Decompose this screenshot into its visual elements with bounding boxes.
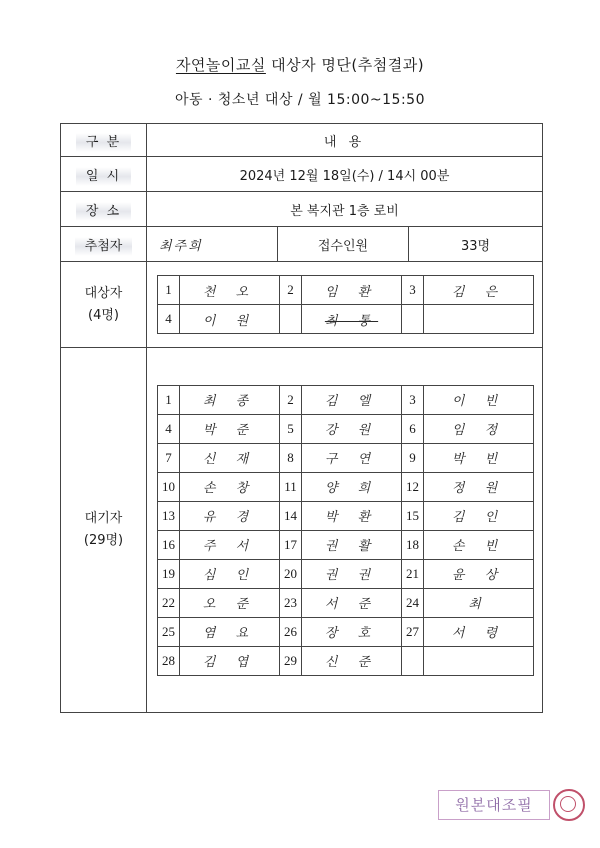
waitlist-name: 염 요 [180,617,280,646]
waitlist-name: 손 빈 [424,530,534,559]
seal-icon [553,789,585,821]
waitlist-count: (29명) [83,533,124,548]
waitlist-num: 29 [280,646,302,675]
certified-copy-stamp: 원본대조필 [438,790,550,820]
selected-num: 2 [280,276,302,305]
waitlist-num [402,646,424,675]
selected-row [61,262,543,348]
waitlist-num: 24 [402,588,424,617]
waitlist-name: 권 활 [302,530,402,559]
waitlist-num: 2 [280,385,302,414]
waitlist-name: 심 인 [180,559,280,588]
waitlist-name: 구 연 [302,443,402,472]
waitlist-num: 25 [158,617,180,646]
waitlist-name: 최 종 [180,385,280,414]
waitlist-num: 8 [280,443,302,472]
selected-num [402,305,424,334]
place-value: 본 복지관 1층 로비 [147,192,543,227]
waitlist-name [424,646,534,675]
place-label: 장 소 [61,192,147,227]
waitlist-num: 17 [280,530,302,559]
drawer-signature: 최주희 [147,227,278,261]
document-subtitle: 아동 · 청소년 대상 / 월 15:00~15:50 [175,92,425,108]
waitlist-name: 정 원 [424,472,534,501]
waitlist-grid [157,385,534,676]
selected-name: 이 원 [180,305,280,334]
waitlist-num: 15 [402,501,424,530]
place-row [61,192,543,227]
waitlist-num: 10 [158,472,180,501]
selected-count: (4명) [88,307,119,323]
selected-label-cell [61,262,147,348]
waitlist-num: 21 [402,559,424,588]
waitlist-label: 대기자 [84,511,123,526]
waitlist-name: 김 엽 [180,646,280,675]
waitlist-name: 김 엘 [302,385,402,414]
title-underlined: 자연놀이교실 [175,56,266,74]
waitlist-name: 박 환 [302,501,402,530]
waitlist-num: 9 [402,443,424,472]
waitlist-num: 16 [158,530,180,559]
waitlist-num: 5 [280,414,302,443]
selected-num: 3 [402,276,424,305]
waitlist-num: 12 [402,472,424,501]
waitlist-row [61,348,543,713]
waitlist-name: 유 경 [180,501,280,530]
reception-value: 33명 [460,238,491,254]
col-label: 구 분 [61,124,147,157]
waitlist-name: 손 창 [180,472,280,501]
waitlist-num: 7 [158,443,180,472]
waitlist-name: 서 령 [424,617,534,646]
waitlist-num: 14 [280,501,302,530]
waitlist-name: 신 재 [180,443,280,472]
waitlist-num: 19 [158,559,180,588]
reception-label: 접수인원 [278,227,409,261]
drawer-row [61,227,543,262]
document-title [0,54,600,75]
waitlist-name: 주 서 [180,530,280,559]
waitlist-name: 김 인 [424,501,534,530]
selected-grid [157,275,534,334]
selected-num: 4 [158,305,180,334]
col-content: 내 용 [147,124,543,157]
waitlist-num: 22 [158,588,180,617]
waitlist-name: 양 희 [302,472,402,501]
selected-name [424,305,534,334]
document-header [0,54,600,109]
waitlist-num: 18 [402,530,424,559]
waitlist-name: 최 [424,588,534,617]
waitlist-num: 1 [158,385,180,414]
selected-label: 대상자 [84,285,123,301]
waitlist-num: 3 [402,385,424,414]
header-row [61,124,543,157]
waitlist-name: 박 준 [180,414,280,443]
title-rest: 대상자 명단(추첨결과) [265,56,425,74]
waitlist-num: 26 [280,617,302,646]
waitlist-name: 장 호 [302,617,402,646]
waitlist-num: 4 [158,414,180,443]
selected-name: 임 환 [302,276,402,305]
waitlist-name: 박 빈 [424,443,534,472]
waitlist-name: 윤 상 [424,559,534,588]
waitlist-name: 강 원 [302,414,402,443]
date-label: 일 시 [61,157,147,192]
selected-num: 1 [158,276,180,305]
date-value: 2024년 12월 18일(수) / 14시 00분 [147,157,543,192]
selected-name-crossed: 최 통 [302,305,402,334]
drawer-label: 추첨자 [61,227,147,262]
selected-num [280,305,302,334]
waitlist-name: 권 권 [302,559,402,588]
selected-name: 김 은 [424,276,534,305]
waitlist-num: 11 [280,472,302,501]
waitlist-num: 27 [402,617,424,646]
waitlist-name: 신 준 [302,646,402,675]
waitlist-num: 13 [158,501,180,530]
date-row [61,157,543,192]
waitlist-name: 서 준 [302,588,402,617]
waitlist-num: 6 [402,414,424,443]
waitlist-num: 20 [280,559,302,588]
waitlist-label-cell [61,348,147,713]
waitlist-name: 이 빈 [424,385,534,414]
waitlist-num: 23 [280,588,302,617]
results-table [60,123,543,713]
waitlist-name: 오 준 [180,588,280,617]
selected-name: 천 오 [180,276,280,305]
waitlist-name: 임 정 [424,414,534,443]
waitlist-num: 28 [158,646,180,675]
